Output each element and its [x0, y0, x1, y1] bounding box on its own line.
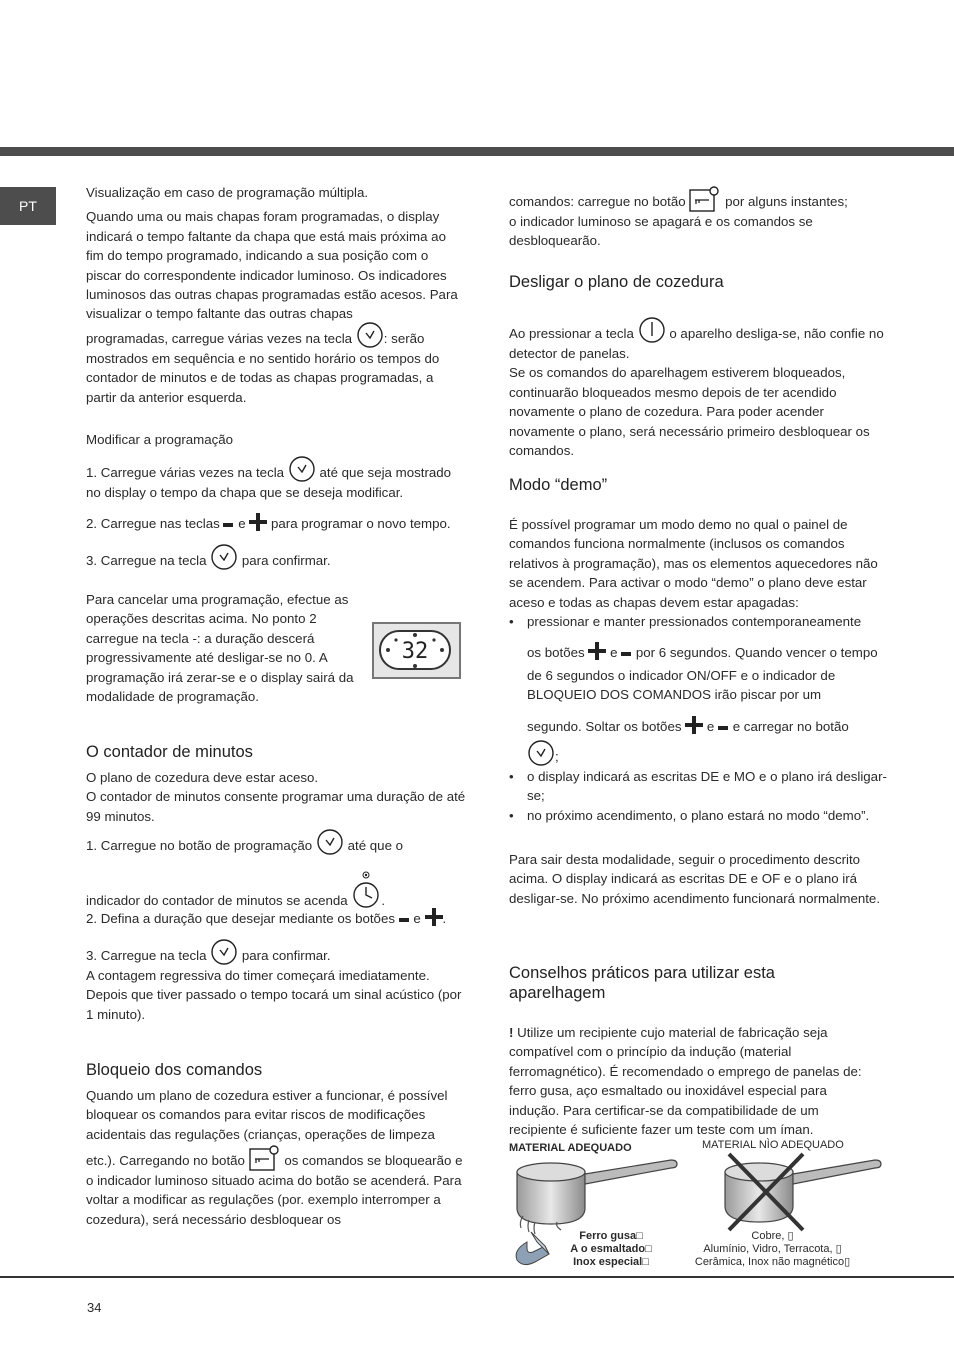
lock-key-icon — [249, 1145, 281, 1171]
modify-section — [86, 430, 466, 449]
minus-icon — [621, 646, 632, 665]
unsuitable-material-list — [690, 1230, 855, 1269]
material-label: A o esmaltado — [570, 1243, 646, 1255]
paragraph-block — [86, 321, 466, 407]
text: e — [413, 911, 421, 926]
text: e — [610, 645, 618, 661]
lock-section — [86, 1060, 466, 1144]
text: 2. Carregue nas teclas — [86, 516, 220, 531]
section-title: Bloqueio dos comandos — [86, 1061, 263, 1079]
tips-paragraph — [509, 1023, 889, 1139]
text: indicador do contador de minutos se acenda — [86, 893, 348, 908]
suitable-material-list — [556, 1230, 666, 1269]
text: o aparelho desliga-se, não confie no detector de panelas. — [509, 326, 884, 361]
plus-icon — [685, 716, 703, 739]
footer-rule — [0, 1276, 954, 1278]
timer-key-icon — [356, 321, 384, 349]
plus-icon — [249, 513, 267, 536]
suitable-title: MATERIAL ADEQUADO — [509, 1142, 632, 1154]
paragraph: O contador de minutos consente programar uma duração de até 99 minutos. — [86, 789, 466, 824]
section-title: Desligar o plano de cozedura — [509, 273, 724, 291]
timer-key-icon — [288, 455, 316, 483]
text: até que seja mostrado no display o tempo da chapa que se deseja modificar. — [86, 465, 452, 500]
unlock-paragraph — [509, 186, 889, 251]
text: 3. Carregue na tecla — [86, 553, 207, 568]
text: 2. Defina a duração que desejar mediante os botões — [86, 911, 395, 926]
text: 3. Carregue na tecla — [86, 948, 207, 963]
timer-step-1-cont — [86, 871, 466, 910]
paragraph: Para cancelar uma programação, efectue as operações descritas acima. No ponto 2 carregue na tecla -: a duração descerá progressivamente até desligar-se no 0. A programação irá zerar-se e o display sairá da modalidade de programação. — [86, 592, 354, 705]
paragraph: O plano de cozedura deve estar aceso. — [86, 770, 319, 785]
minus-icon — [223, 517, 234, 536]
unsuitable-pan-illustration — [715, 1150, 890, 1235]
material-label: Inox especial — [573, 1256, 643, 1268]
minus-icon — [718, 720, 729, 739]
paragraph: Visualização em caso de programação múltipla. — [86, 185, 369, 200]
section-subtitle: Modificar a programação — [86, 432, 234, 447]
material-label: Ferro gusa — [579, 1230, 637, 1242]
material-label: Alumínio, Vidro, Terracota, — [703, 1243, 836, 1255]
paragraph: o indicador luminoso se apagará e os comandos se desbloquearão. — [509, 214, 813, 249]
text: segundo. Soltar os botões — [527, 718, 682, 734]
material-label: Cerâmica, Inox não magnético — [694, 1256, 845, 1268]
plus-icon — [588, 642, 606, 665]
box-glyph: ▯ — [844, 1256, 851, 1268]
modify-step-3 — [86, 543, 466, 571]
text: os botões — [527, 645, 585, 661]
text: pressionar e manter pressionados contemporaneamente — [527, 614, 862, 630]
demo-paragraph — [509, 515, 889, 825]
box-glyph: □ — [642, 1256, 649, 1268]
text: ; — [555, 749, 559, 765]
text: Ao pressionar a tecla — [509, 326, 634, 341]
timer-key-icon — [210, 938, 238, 966]
unsuitable-title: MATERIAL NÌO ADEQUADO — [702, 1139, 844, 1151]
switch-off-section — [509, 272, 889, 292]
list-item: • no próximo acendimento, o plano estará no modo “demo”. — [509, 806, 889, 825]
section-title: Modo “demo” — [509, 476, 608, 494]
box-glyph: □ — [636, 1230, 643, 1242]
text: programadas, carregue várias vezes na tecla — [86, 331, 353, 346]
text: para confirmar. — [241, 553, 331, 568]
warning-mark: ! — [509, 1025, 514, 1040]
demo-section — [509, 475, 889, 495]
text: 1. Carregue no botão de programação — [86, 838, 313, 853]
text: 1. Carregue várias vezes na tecla — [86, 465, 285, 480]
text: e carregar no botão — [732, 718, 849, 734]
paragraph: Se os comandos do aparelhagem estiverem bloqueados, continuarão bloqueados mesmo depois de ter acendido novamente o plano de cozedura. Para poder acender novamente o plano, será necessário primeiro desbloquear os comandos. — [509, 365, 870, 459]
power-icon — [638, 316, 666, 344]
text: . — [442, 911, 447, 926]
list-item: • o display indicará as escritas DE e MO e o plano irá desligar-se; — [509, 767, 889, 806]
text: até que o — [347, 838, 404, 853]
section-title: Conselhos práticos para utilizar esta aparelhagem — [509, 964, 775, 1002]
demo-exit-paragraph — [509, 850, 889, 908]
paragraph: A contagem regressiva do timer começará imediatamente. Depois que tiver passado o tempo tocará um sinal acústico (por 1 minuto). — [86, 968, 462, 1022]
list-item — [509, 612, 889, 767]
text: e — [238, 516, 246, 531]
lock-paragraph — [86, 1145, 466, 1229]
display-illustration — [372, 622, 461, 679]
timer-key-icon — [210, 543, 238, 571]
switch-off-paragraph — [509, 316, 889, 460]
minus-icon — [399, 912, 410, 931]
text: e — [706, 718, 715, 734]
modify-step-2 — [86, 513, 466, 536]
timer-step-2 — [86, 908, 466, 931]
box-glyph: ▯ — [787, 1230, 794, 1242]
plus-icon — [425, 908, 443, 931]
timer-section — [86, 742, 466, 826]
timer-step-3 — [86, 938, 466, 1024]
page-number: 34 — [87, 1300, 102, 1315]
language-tab: PT — [0, 187, 56, 225]
timer-step-1 — [86, 828, 466, 856]
tips-section — [509, 963, 889, 1003]
text: para programar o novo tempo. — [271, 516, 451, 531]
text: comandos: carregue no botão — [509, 194, 686, 209]
paragraph: É possível programar um modo demo no qual o painel de comandos funciona normalmente (inclusos os comandos relativos à programação), mas os elementos aquecedores não se acendem. Para activar o modo “demo” o plano deve estar aceso e todas as chapas devem estar apagadas: — [509, 517, 878, 610]
text: os comandos se bloquearão e o indicador luminoso situado acima do botão se acenderá. Para voltar a modificar as regulações (por. exemplo interromper a cozedura), será necessário desbloquear os — [86, 1153, 463, 1227]
box-glyph: □ — [645, 1243, 652, 1255]
text: . — [381, 893, 386, 908]
text: para confirmar. — [241, 948, 331, 963]
demo-list — [509, 612, 889, 825]
section-title: O contador de minutos — [86, 743, 253, 761]
timer-key-icon — [527, 739, 555, 767]
paragraph: Quando um plano de cozedura estiver a funcionar, é possível bloquear os comandos para evitar riscos de modificações acidentais das regulações (crianças, operações de limpeza — [86, 1088, 448, 1142]
header-bar — [0, 147, 954, 156]
material-label: Cobre, — [751, 1230, 788, 1242]
timer-key-icon — [316, 828, 344, 856]
paragraph: Quando uma ou mais chapas foram programadas, o display indicará o tempo faltante da chapa que está mais próxima ao fim do tempo programado, indicando a sua posição com o piscar do correspondente indicador luminoso. Os indicadores luminosos das outras chapas programadas estão acesos. Para visualizar o tempo faltante das outras chapas — [86, 209, 458, 322]
lock-key-icon — [689, 186, 721, 212]
box-glyph: ▯ — [835, 1243, 842, 1255]
clock-indicator-icon — [351, 871, 381, 909]
paragraph: Para sair desta modalidade, seguir o procedimento descrito acima. O display indicará as escritas DE e OF e o plano irá desligar-se. No próximo acendimento funcionará normalmente. — [509, 852, 881, 906]
cancel-paragraph — [86, 590, 356, 706]
modify-step-1 — [86, 455, 466, 502]
text: : serão mostrados em sequência e no sentido horário os tempos do contador de minutos e de todas as chapas programadas, a partir da anterior esquerda. — [86, 331, 440, 405]
text: etc.). Carregando no botão — [86, 1153, 245, 1168]
text: por 6 segundos. Quando vencer o tempo de 6 segundos o indicador ON/OFF e o indicador de BLOQUEIO DOS COMANDOS irão piscar por um — [527, 645, 878, 703]
multi-program-section — [86, 183, 466, 324]
text: por alguns instantes; — [725, 194, 848, 209]
text: Utilize um recipiente cujo material de fabricação seja compatível com o princípio da indução (material ferromagnético). É recomendado o emprego de panelas de: ferro gusa, aço esmaltado ou inoxidável especial para indução. Para certificar-se da compatibilidade de um recipiente é suficiente fazer um teste com um íman. — [509, 1025, 862, 1138]
display-digits: 32 — [401, 639, 429, 664]
